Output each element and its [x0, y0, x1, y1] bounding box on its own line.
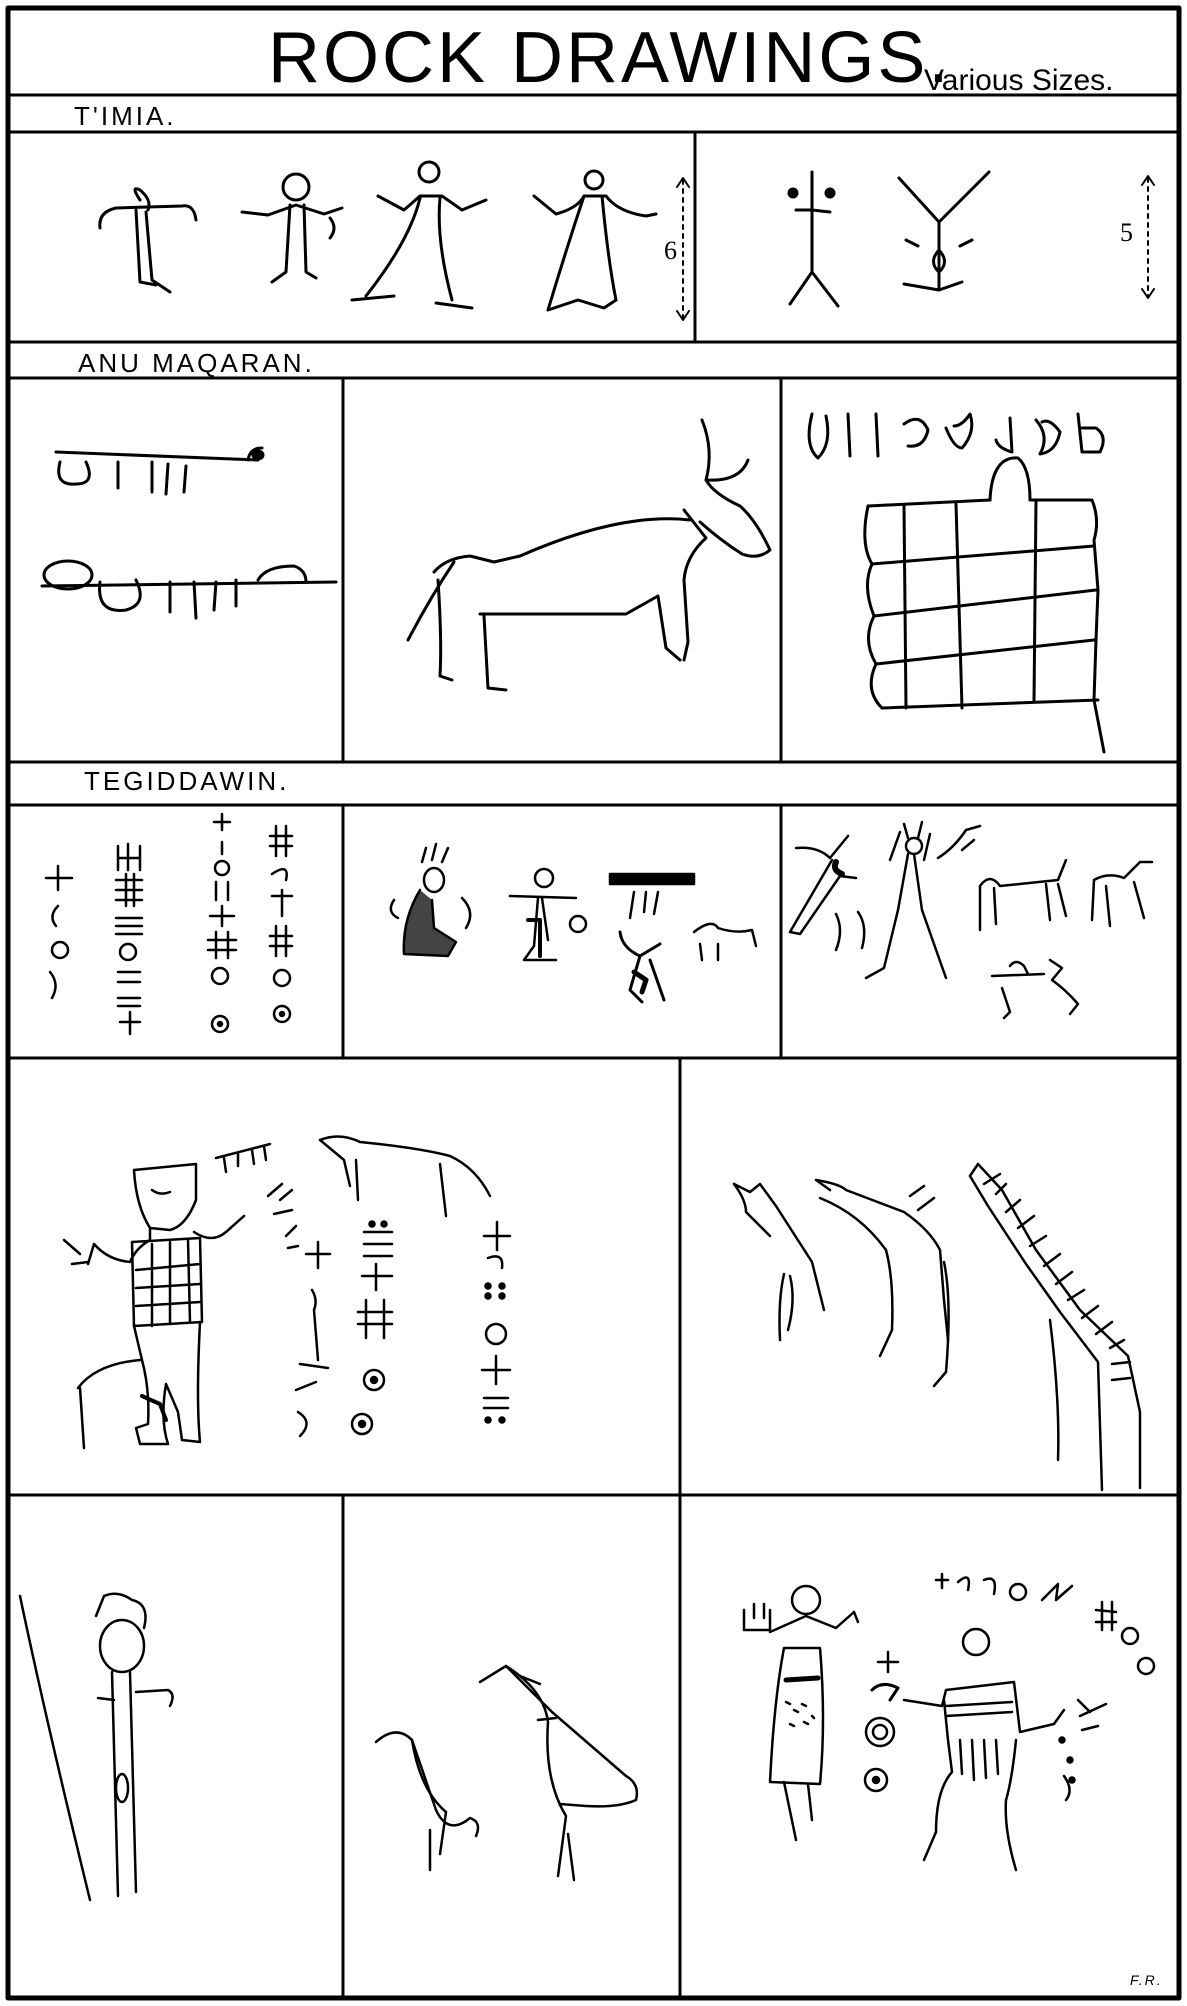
giraffe-figures [734, 1164, 1140, 1490]
bird-figures [376, 1666, 637, 1880]
bottom-right-figures [744, 1574, 1154, 1870]
plate-title: ROCK DRAWINGS. [268, 18, 952, 98]
teg-sign-columns [46, 814, 292, 1034]
anu-ox-figure [408, 420, 770, 690]
scale-label-left: 6 [664, 236, 677, 265]
plate-subtitle: Various Sizes. [924, 64, 1114, 97]
anu-glyph-strokes [42, 448, 336, 618]
large-sign-columns [296, 1222, 510, 1437]
teg-animals-figure [790, 822, 1152, 1018]
anu-glyph-row [809, 414, 1103, 458]
timia-human-figures [100, 162, 656, 310]
plate-frame [8, 8, 1179, 1998]
section-label-anu-maqaran: ANU MAQARAN. [78, 348, 315, 378]
timia-stick-figures [789, 172, 989, 306]
section-label-timia: T'IMIA. [74, 101, 177, 131]
human-figure-large [64, 1136, 490, 1448]
section-label-tegiddawin: TEGIDDAWIN. [84, 766, 290, 796]
anu-grid-figure [865, 458, 1104, 752]
bottom-left-figure [20, 1594, 173, 1900]
teg-kneeling-figures [391, 844, 756, 1002]
scale-label-right: 5 [1120, 218, 1133, 247]
artist-signature: F.R. [1130, 1972, 1163, 1988]
